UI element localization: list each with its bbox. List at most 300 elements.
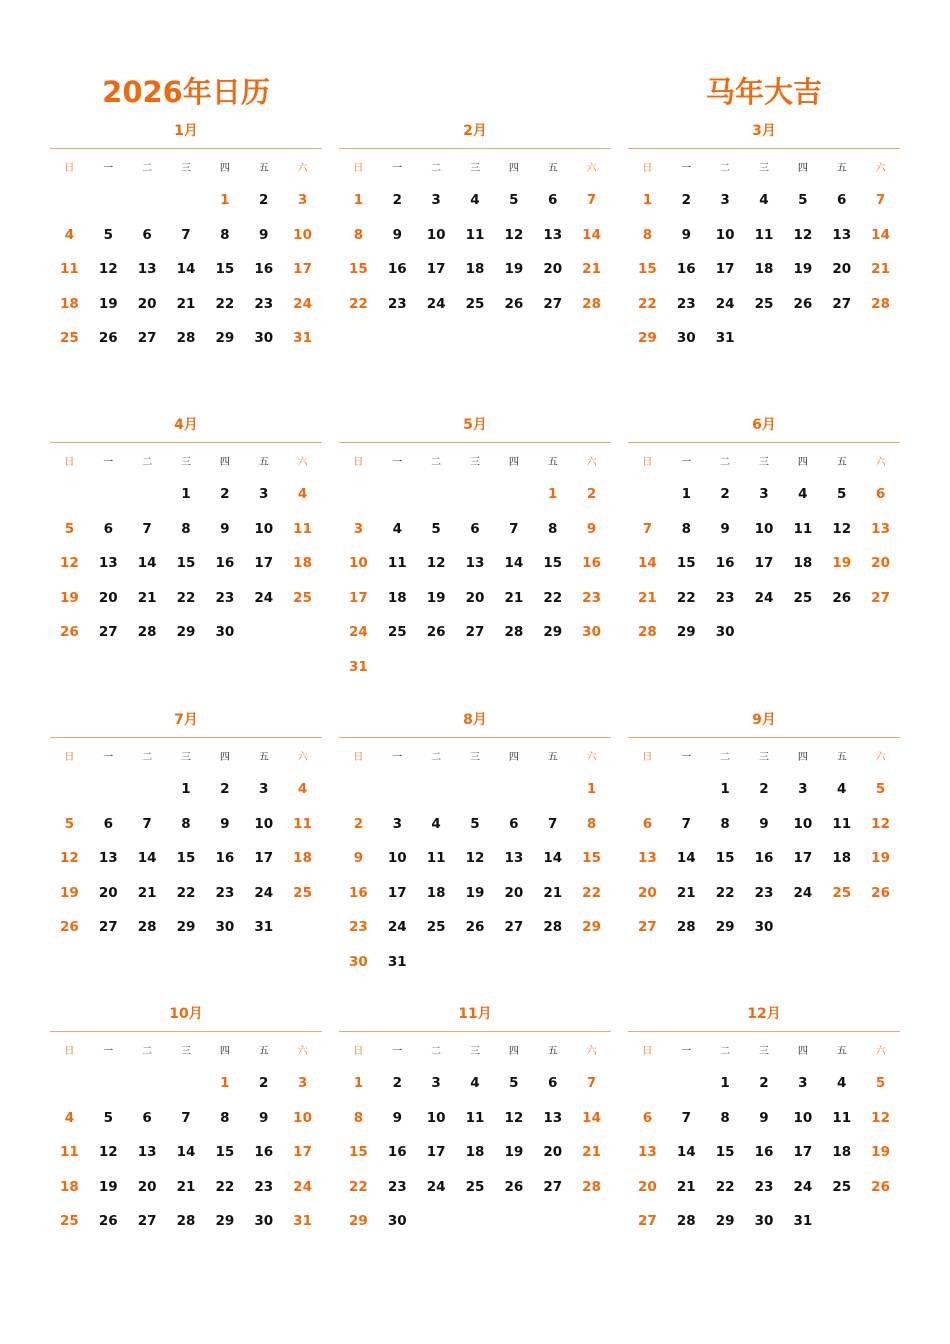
day-cell: 23 xyxy=(387,295,407,312)
day-cell: 17 xyxy=(793,1144,813,1160)
weekday-label: 六 xyxy=(586,1045,597,1057)
day-cell: 16 xyxy=(215,850,235,866)
day-cell: 31 xyxy=(254,919,274,935)
day-cell: 29 xyxy=(715,919,735,935)
weekday-label: 四 xyxy=(219,162,230,174)
weekday-label: 日 xyxy=(64,456,75,468)
day-cell: 20 xyxy=(638,884,657,901)
empty-cell xyxy=(89,772,128,807)
empty-cell xyxy=(128,477,167,512)
month-block xyxy=(50,709,322,945)
weekday-header xyxy=(50,738,322,772)
days-grid xyxy=(50,772,322,945)
month-name: 11月 xyxy=(458,1006,492,1022)
weekday-label: 五 xyxy=(547,751,558,763)
day-cell: 13 xyxy=(832,226,852,243)
day-cell: 7 xyxy=(875,192,886,208)
day-cell: 7 xyxy=(586,1075,597,1091)
weekday-label: 五 xyxy=(836,456,847,468)
day-cell: 28 xyxy=(582,1178,601,1195)
day-cell: 24 xyxy=(387,919,407,935)
day-cell: 3 xyxy=(720,192,730,208)
day-cell: 20 xyxy=(98,884,118,901)
empty-cell xyxy=(167,1066,206,1101)
day-cell: 26 xyxy=(504,295,524,312)
day-cell: 3 xyxy=(297,1075,308,1091)
day-cell: 8 xyxy=(642,226,653,243)
empty-cell xyxy=(50,1066,89,1101)
day-cell: 2 xyxy=(220,781,230,797)
empty-cell xyxy=(456,772,495,807)
day-cell: 7 xyxy=(548,815,558,832)
day-cell: 11 xyxy=(754,226,774,243)
day-cell: 11 xyxy=(832,815,852,832)
day-cell: 14 xyxy=(871,226,890,243)
empty-cell xyxy=(89,183,128,218)
day-cell: 2 xyxy=(759,781,769,797)
day-cell: 17 xyxy=(426,261,446,277)
day-cell: 15 xyxy=(715,1144,735,1160)
day-cell: 10 xyxy=(349,555,368,571)
month-name: 6月 xyxy=(752,417,776,433)
day-cell: 13 xyxy=(543,226,563,243)
day-cell: 14 xyxy=(638,555,657,571)
weekday-label: 四 xyxy=(797,751,808,763)
day-cell: 28 xyxy=(676,1213,696,1229)
day-cell: 19 xyxy=(871,1144,890,1160)
day-cell: 9 xyxy=(392,1109,402,1126)
day-cell: 25 xyxy=(293,589,312,606)
day-cell: 13 xyxy=(137,1144,157,1160)
day-cell: 7 xyxy=(586,192,597,208)
weekday-label: 六 xyxy=(297,456,308,468)
day-cell: 23 xyxy=(387,1178,407,1195)
day-cell: 1 xyxy=(720,1075,730,1091)
day-cell: 9 xyxy=(259,226,269,243)
days-grid xyxy=(339,1066,611,1239)
day-cell: 8 xyxy=(681,520,691,537)
weekday-label: 三 xyxy=(758,162,769,174)
weekday-label: 日 xyxy=(64,1045,75,1057)
month-name: 2月 xyxy=(463,123,487,139)
day-cell: 10 xyxy=(715,226,735,243)
day-cell: 26 xyxy=(871,1178,890,1195)
day-cell: 30 xyxy=(754,1213,774,1229)
day-cell: 5 xyxy=(875,781,886,797)
day-cell: 11 xyxy=(293,815,312,832)
day-cell: 28 xyxy=(137,624,157,640)
day-cell: 1 xyxy=(220,192,230,208)
weekday-label: 二 xyxy=(720,1045,731,1057)
month-block xyxy=(50,120,322,356)
empty-cell xyxy=(494,477,533,512)
weekday-header xyxy=(339,1032,611,1066)
day-cell: 18 xyxy=(793,555,813,571)
day-cell: 23 xyxy=(215,884,235,901)
day-cell: 2 xyxy=(259,1075,269,1091)
day-cell: 26 xyxy=(426,624,446,640)
day-cell: 17 xyxy=(426,1144,446,1160)
weekday-label: 二 xyxy=(720,456,731,468)
day-cell: 10 xyxy=(793,1109,813,1126)
day-cell: 8 xyxy=(720,815,730,832)
day-cell: 25 xyxy=(60,330,79,346)
day-cell: 3 xyxy=(297,192,308,208)
day-cell: 31 xyxy=(387,953,407,970)
day-cell: 5 xyxy=(431,520,441,537)
weekday-header xyxy=(339,149,611,183)
day-cell: 7 xyxy=(681,815,691,832)
day-cell: 10 xyxy=(293,1109,312,1126)
days-grid xyxy=(50,477,322,650)
day-cell: 27 xyxy=(543,1178,563,1195)
day-cell: 10 xyxy=(293,226,312,243)
weekday-label: 二 xyxy=(720,162,731,174)
weekday-label: 三 xyxy=(180,751,191,763)
day-cell: 1 xyxy=(353,192,364,208)
weekday-label: 四 xyxy=(219,1045,230,1057)
day-cell: 4 xyxy=(837,781,847,797)
weekday-label: 三 xyxy=(469,1045,480,1057)
day-cell: 8 xyxy=(181,815,191,832)
day-cell: 24 xyxy=(293,295,312,312)
weekday-label: 三 xyxy=(758,1045,769,1057)
day-cell: 14 xyxy=(176,261,196,277)
day-cell: 25 xyxy=(754,295,774,312)
day-cell: 20 xyxy=(98,589,118,606)
day-cell: 24 xyxy=(293,1178,312,1195)
day-cell: 21 xyxy=(137,589,157,606)
day-cell: 14 xyxy=(137,850,157,866)
day-cell: 29 xyxy=(176,624,196,640)
weekday-label: 二 xyxy=(142,456,153,468)
day-cell: 13 xyxy=(543,1109,563,1126)
day-cell: 17 xyxy=(754,555,774,571)
weekday-label: 六 xyxy=(297,1045,308,1057)
day-cell: 30 xyxy=(254,330,274,346)
day-cell: 11 xyxy=(832,1109,852,1126)
empty-cell xyxy=(339,477,378,512)
weekday-label: 六 xyxy=(586,456,597,468)
day-cell: 18 xyxy=(60,295,79,312)
empty-cell xyxy=(89,477,128,512)
weekday-label: 三 xyxy=(469,751,480,763)
day-cell: 16 xyxy=(754,1144,774,1160)
day-cell: 20 xyxy=(638,1178,657,1195)
day-cell: 28 xyxy=(504,624,524,640)
day-cell: 23 xyxy=(349,919,368,935)
day-cell: 23 xyxy=(715,589,735,606)
day-cell: 3 xyxy=(392,815,402,832)
day-cell: 26 xyxy=(98,1213,118,1229)
day-cell: 12 xyxy=(504,226,524,243)
day-cell: 13 xyxy=(504,850,524,866)
day-cell: 4 xyxy=(64,226,75,243)
day-cell: 30 xyxy=(676,330,696,346)
empty-cell xyxy=(167,183,206,218)
day-cell: 29 xyxy=(543,624,563,640)
weekday-label: 二 xyxy=(142,162,153,174)
weekday-header xyxy=(628,1032,900,1066)
empty-cell xyxy=(128,772,167,807)
weekday-label: 六 xyxy=(586,162,597,174)
day-cell: 23 xyxy=(254,295,274,312)
day-cell: 1 xyxy=(548,486,558,502)
day-cell: 8 xyxy=(586,815,597,832)
day-cell: 20 xyxy=(543,1144,563,1160)
month-name: 8月 xyxy=(463,712,487,728)
day-cell: 24 xyxy=(793,1178,813,1195)
day-cell: 29 xyxy=(215,330,235,346)
weekday-header xyxy=(50,443,322,477)
weekday-label: 六 xyxy=(297,751,308,763)
day-cell: 11 xyxy=(60,1144,79,1160)
empty-cell xyxy=(89,1066,128,1101)
weekday-label: 三 xyxy=(758,456,769,468)
day-cell: 30 xyxy=(215,919,235,935)
day-cell: 28 xyxy=(176,330,196,346)
day-cell: 10 xyxy=(754,520,774,537)
day-cell: 15 xyxy=(715,850,735,866)
day-cell: 10 xyxy=(387,850,407,866)
day-cell: 28 xyxy=(676,919,696,935)
day-cell: 5 xyxy=(64,520,75,537)
day-cell: 15 xyxy=(176,850,196,866)
weekday-label: 一 xyxy=(392,751,403,763)
day-cell: 17 xyxy=(387,884,407,901)
day-cell: 15 xyxy=(543,555,563,571)
month-name: 5月 xyxy=(463,417,487,433)
day-cell: 21 xyxy=(543,884,563,901)
day-cell: 12 xyxy=(871,1109,890,1126)
day-cell: 23 xyxy=(215,589,235,606)
day-cell: 2 xyxy=(220,486,230,502)
day-cell: 14 xyxy=(543,850,563,866)
day-cell: 24 xyxy=(426,295,446,312)
day-cell: 19 xyxy=(504,1144,524,1160)
day-cell: 3 xyxy=(259,781,269,797)
empty-cell xyxy=(628,1066,667,1101)
day-cell: 30 xyxy=(715,624,735,640)
day-cell: 29 xyxy=(215,1213,235,1229)
day-cell: 19 xyxy=(98,1178,118,1195)
day-cell: 24 xyxy=(715,295,735,312)
month-name: 1月 xyxy=(174,123,198,139)
weekday-label: 日 xyxy=(353,751,364,763)
day-cell: 21 xyxy=(871,261,890,277)
month-block xyxy=(50,414,322,650)
day-cell: 18 xyxy=(293,555,312,571)
day-cell: 12 xyxy=(465,850,485,866)
day-cell: 22 xyxy=(349,1178,368,1195)
day-cell: 29 xyxy=(676,624,696,640)
days-grid xyxy=(339,477,611,684)
day-cell: 30 xyxy=(254,1213,274,1229)
day-cell: 6 xyxy=(509,815,519,832)
day-cell: 21 xyxy=(176,1178,196,1195)
day-cell: 6 xyxy=(103,520,113,537)
day-cell: 25 xyxy=(465,295,485,312)
day-cell: 20 xyxy=(543,261,563,277)
day-cell: 18 xyxy=(465,261,485,277)
day-cell: 27 xyxy=(832,295,852,312)
day-cell: 4 xyxy=(759,192,769,208)
day-cell: 5 xyxy=(64,815,75,832)
day-cell: 8 xyxy=(220,1109,230,1126)
day-cell: 7 xyxy=(681,1109,691,1126)
day-cell: 31 xyxy=(793,1213,813,1229)
month-block xyxy=(628,709,900,945)
day-cell: 11 xyxy=(387,555,407,571)
weekday-label: 六 xyxy=(875,456,886,468)
weekday-label: 一 xyxy=(103,162,114,174)
day-cell: 7 xyxy=(181,226,191,243)
day-cell: 22 xyxy=(176,884,196,901)
day-cell: 10 xyxy=(254,520,274,537)
weekday-label: 二 xyxy=(720,751,731,763)
day-cell: 31 xyxy=(293,330,312,346)
day-cell: 15 xyxy=(215,1144,235,1160)
empty-cell xyxy=(339,772,378,807)
day-cell: 13 xyxy=(465,555,485,571)
month-block xyxy=(339,1003,611,1239)
day-cell: 1 xyxy=(181,486,191,502)
days-grid xyxy=(628,1066,900,1239)
day-cell: 4 xyxy=(64,1109,75,1126)
weekday-label: 日 xyxy=(353,1045,364,1057)
empty-cell xyxy=(417,772,456,807)
day-cell: 1 xyxy=(720,781,730,797)
day-cell: 28 xyxy=(137,919,157,935)
day-cell: 28 xyxy=(638,624,657,640)
day-cell: 18 xyxy=(465,1144,485,1160)
day-cell: 27 xyxy=(98,919,118,935)
weekday-label: 四 xyxy=(219,751,230,763)
weekday-label: 日 xyxy=(642,751,653,763)
weekday-label: 五 xyxy=(836,751,847,763)
day-cell: 28 xyxy=(871,295,890,312)
weekday-label: 五 xyxy=(836,1045,847,1057)
day-cell: 17 xyxy=(793,850,813,866)
weekday-label: 一 xyxy=(681,456,692,468)
weekday-label: 五 xyxy=(258,162,269,174)
day-cell: 6 xyxy=(837,192,847,208)
day-cell: 21 xyxy=(176,295,196,312)
day-cell: 12 xyxy=(504,1109,524,1126)
day-cell: 17 xyxy=(293,1144,312,1160)
day-cell: 26 xyxy=(60,919,79,935)
day-cell: 3 xyxy=(353,520,364,537)
weekday-label: 日 xyxy=(64,751,75,763)
weekday-label: 一 xyxy=(103,456,114,468)
day-cell: 22 xyxy=(676,589,696,606)
day-cell: 25 xyxy=(426,919,446,935)
day-cell: 10 xyxy=(793,815,813,832)
day-cell: 25 xyxy=(465,1178,485,1195)
day-cell: 3 xyxy=(431,192,441,208)
days-grid xyxy=(628,183,900,356)
weekday-label: 日 xyxy=(353,456,364,468)
day-cell: 25 xyxy=(793,589,813,606)
day-cell: 22 xyxy=(715,1178,735,1195)
day-cell: 30 xyxy=(754,919,774,935)
day-cell: 18 xyxy=(832,1144,852,1160)
day-cell: 27 xyxy=(504,919,524,935)
day-cell: 24 xyxy=(254,884,274,901)
day-cell: 4 xyxy=(470,192,480,208)
day-cell: 31 xyxy=(349,658,368,675)
day-cell: 14 xyxy=(676,1144,696,1160)
day-cell: 28 xyxy=(582,295,601,312)
weekday-label: 二 xyxy=(431,162,442,174)
day-cell: 27 xyxy=(137,1213,157,1229)
day-cell: 2 xyxy=(720,486,730,502)
day-cell: 20 xyxy=(137,295,157,312)
day-cell: 22 xyxy=(715,884,735,901)
day-cell: 24 xyxy=(426,1178,446,1195)
day-cell: 1 xyxy=(642,192,653,208)
day-cell: 15 xyxy=(176,555,196,571)
day-cell: 16 xyxy=(676,261,696,277)
day-cell: 18 xyxy=(754,261,774,277)
day-cell: 5 xyxy=(509,192,519,208)
day-cell: 6 xyxy=(103,815,113,832)
day-cell: 23 xyxy=(676,295,696,312)
day-cell: 10 xyxy=(254,815,274,832)
empty-cell xyxy=(50,477,89,512)
day-cell: 19 xyxy=(60,589,79,606)
day-cell: 2 xyxy=(681,192,691,208)
empty-cell xyxy=(378,772,417,807)
weekday-label: 五 xyxy=(258,751,269,763)
weekday-label: 日 xyxy=(642,1045,653,1057)
day-cell: 3 xyxy=(759,486,769,502)
day-cell: 17 xyxy=(349,589,368,606)
day-cell: 23 xyxy=(582,589,601,606)
day-cell: 4 xyxy=(798,486,808,502)
day-cell: 22 xyxy=(543,589,563,606)
weekday-header xyxy=(339,443,611,477)
day-cell: 13 xyxy=(98,850,118,866)
day-cell: 6 xyxy=(548,1075,558,1091)
day-cell: 7 xyxy=(142,815,152,832)
days-grid xyxy=(50,1066,322,1239)
day-cell: 4 xyxy=(392,520,402,537)
weekday-label: 六 xyxy=(586,751,597,763)
days-grid xyxy=(339,772,611,979)
day-cell: 29 xyxy=(349,1213,368,1229)
day-cell: 29 xyxy=(715,1213,735,1229)
month-block xyxy=(339,709,611,979)
month-block xyxy=(628,120,900,356)
day-cell: 5 xyxy=(509,1075,519,1091)
weekday-label: 六 xyxy=(297,162,308,174)
weekday-label: 三 xyxy=(180,1045,191,1057)
day-cell: 23 xyxy=(754,1178,774,1195)
weekday-header xyxy=(50,149,322,183)
day-cell: 11 xyxy=(293,520,312,537)
day-cell: 4 xyxy=(837,1075,847,1091)
weekday-header xyxy=(628,149,900,183)
day-cell: 18 xyxy=(293,850,312,866)
day-cell: 20 xyxy=(137,1178,157,1195)
day-cell: 7 xyxy=(181,1109,191,1126)
weekday-label: 三 xyxy=(180,456,191,468)
empty-cell xyxy=(628,477,667,512)
weekday-header xyxy=(50,1032,322,1066)
day-cell: 12 xyxy=(832,520,852,537)
weekday-header xyxy=(339,738,611,772)
